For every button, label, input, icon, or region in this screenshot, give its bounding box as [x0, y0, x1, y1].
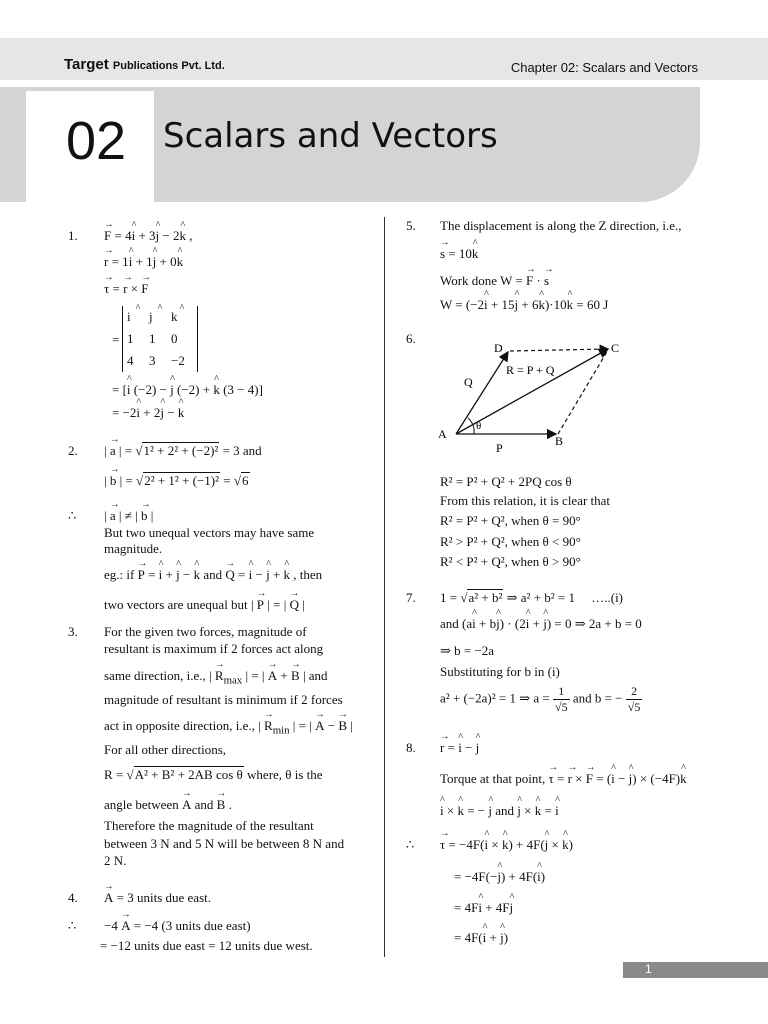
q3-number: 3.	[68, 624, 78, 639]
q1-torque: → τ = → r × → F	[104, 281, 149, 297]
q1-number: 1.	[68, 228, 78, 243]
q2-conclusion: two vectors are unequal but | → P | = | → Q |	[104, 597, 305, 613]
q4-therefore: ∴	[68, 918, 77, 933]
page-number: 1	[645, 962, 652, 976]
q8-step-4: = 4F(^ i + ^ j)	[454, 930, 508, 946]
q8-step-2: = −4F(−^ j) + 4F(^ i)	[454, 869, 545, 885]
chapter-title: Scalars and Vectors	[163, 116, 498, 156]
q5-number: 5.	[406, 218, 416, 233]
q7-line-1: 1 = √a² + b² ⇒ a² + b² = 1 …..(i)	[440, 590, 624, 605]
q6-text-1: R² = P² + Q² + 2PQ cos θ	[440, 474, 572, 489]
q7-line-5: a² + (−2a)² = 1 ⇒ a = $\frac{1}{√5}$ and b = − $\frac{2}{√5}$	[440, 684, 641, 714]
q3-angle: angle between → A and → B .	[104, 797, 232, 813]
q1-position: → r = 1^ i + 1^ j + 0^ k	[104, 254, 183, 270]
q2-unequal: | → a | ≠ | → b |	[104, 508, 153, 524]
q8-step-1: → τ = −4F(^ i × ^ k) + 4F(^ j × ^ k)	[440, 837, 573, 853]
label-d: D	[494, 341, 503, 355]
q2-mag-a: | → a | = √1² + 2² + (−2)² = 3 and	[104, 443, 262, 459]
q4-given: → A = 3 units due east.	[104, 890, 211, 906]
q3-text-2: resultant is maximum if 2 forces act along	[104, 641, 324, 656]
chapter-label: Chapter 02: Scalars and Vectors	[510, 60, 698, 75]
q3-text-1: For the given two forces, magnitude of	[104, 624, 307, 639]
label-p: P	[496, 441, 503, 455]
q3-formula: R = √A² + B² + 2AB cos θ where, θ is the	[104, 767, 323, 782]
q6-text-2: From this relation, it is clear that	[440, 493, 611, 508]
q1-force: → F = 4^ i + 3^ j − 2^ k ,	[104, 228, 193, 244]
q7-number: 7.	[406, 590, 416, 605]
brand-subtitle: Publications Pvt. Ltd.	[112, 60, 225, 72]
brand-name: Target	[64, 56, 109, 73]
q5-text-1: The displacement is along the Z direction, i.e.,	[440, 218, 682, 233]
q8-therefore: ∴	[406, 837, 415, 852]
parallelogram-diagram	[430, 336, 630, 461]
label-q: Q	[464, 375, 473, 389]
q3-rmax: same direction, i.e., | → $R_{max}$ | = | → A + → B | and	[104, 668, 328, 687]
publisher-brand	[64, 56, 225, 73]
vector-q-arrow	[456, 352, 508, 434]
q6-text-4: R² > P² + Q², when θ < 90°	[440, 534, 581, 549]
q5-displacement: → s = 10^ k	[440, 246, 478, 262]
q5-result: W = (−2^ i + 15^ j + 6^ k)·10^ k = 60 J	[440, 297, 608, 313]
q4-result: = −12 units due east = 12 units due west.	[100, 938, 313, 953]
chapter-number: 02	[66, 111, 127, 171]
q2-therefore: ∴	[68, 508, 77, 523]
q5-work: Work done W = → F · → s	[440, 273, 549, 289]
q7-line-2: and (a^ i + b^ j) · (2^ i + ^ j) = 0 ⇒ 2a + b = 0	[440, 616, 642, 632]
q8-torque: Torque at that point, → τ = → r × → F = (^ i − ^ j) × (−4F)^ k	[440, 771, 687, 787]
label-c: C	[611, 341, 620, 355]
q2-text-1: But two unequal vectors may have same	[104, 525, 315, 540]
dashed-dc	[510, 349, 608, 351]
q1-equals: =	[112, 332, 120, 347]
q2-text-2: magnitude.	[104, 541, 163, 556]
q8-step-3: = 4F^ i + 4F^ j	[454, 900, 513, 916]
label-b: B	[555, 434, 564, 448]
q8-position: → r = ^ i − ^ j	[440, 740, 479, 756]
column-divider	[384, 217, 385, 957]
q8-number: 8.	[406, 740, 416, 755]
q7-line-3: ⇒ b = −2a	[440, 643, 495, 658]
q3-text-8: Therefore the magnitude of the resultant	[104, 818, 314, 833]
q1-determinant: ^ i^ j^ k 1 1 0 4 3 −2	[122, 306, 198, 372]
label-a: A	[438, 427, 447, 441]
q1-result: = −2^ i + 2^ j − ^ k	[112, 405, 184, 421]
q3-min-text: magnitude of resultant is minimum if 2 forces	[104, 692, 343, 707]
q1-expand: = [^ i (−2) − ^ j (−2) + ^ k (3 − 4)]	[112, 382, 263, 398]
q3-text-9: between 3 N and 5 N will be between 8 N and	[104, 836, 345, 851]
q6-number: 6.	[406, 331, 416, 346]
q3-text-10: 2 N.	[104, 853, 127, 868]
q2-mag-b: | → b | = √2² + 1² + (−1)² = √6	[104, 473, 250, 489]
label-r-eq: R = P + Q	[506, 363, 555, 377]
q7-line-4: Substituting for b in (i)	[440, 664, 560, 679]
q6-text-5: R² < P² + Q², when θ > 90°	[440, 554, 581, 569]
q4-step: −4 → A = −4 (3 units due east)	[104, 918, 251, 934]
q8-identities: ^ i × ^ k = − ^ j and ^ j × ^ k = ^ i	[440, 803, 559, 819]
q6-text-3: R² = P² + Q², when θ = 90°	[440, 513, 581, 528]
q3-text-5: For all other directions,	[104, 742, 227, 757]
q4-number: 4.	[68, 890, 78, 905]
q2-example: eg.: if → P = ^ i + ^ j − ^ k and → Q = ^ i − ^ j + ^ k , then	[104, 567, 322, 583]
label-theta: θ	[476, 420, 482, 432]
q2-number: 2.	[68, 443, 78, 458]
q3-rmin: act in opposite direction, i.e., | → $R_{min}$ | = | → A − → B |	[104, 718, 353, 737]
